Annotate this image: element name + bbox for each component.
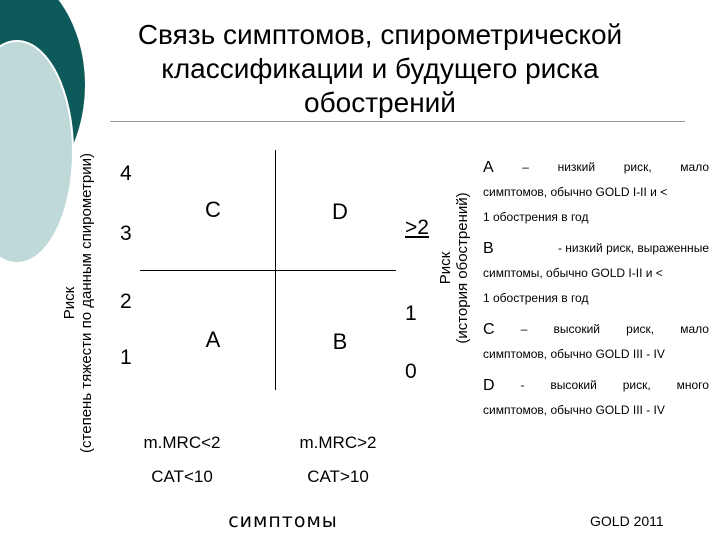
legend-c-line2: симптомов, обычно GOLD III - IV xyxy=(483,347,665,361)
left-tick-3: 3 xyxy=(120,222,132,245)
right-tick-ge2: >2 xyxy=(405,216,429,239)
legend-a-line3: 1 обострения в год xyxy=(483,210,589,224)
legend-b-line3: 1 обострения в год xyxy=(483,291,589,305)
quadrant-d-label: D xyxy=(332,199,348,224)
left-tick-2: 2 xyxy=(120,290,132,313)
left-tick-1: 1 xyxy=(120,346,132,369)
legend-d-line2: симптомов, обычно GOLD III - IV xyxy=(483,403,665,417)
left-axis-title-line1: Риск xyxy=(61,286,78,320)
left-axis-title xyxy=(61,113,97,493)
legend-c-line1: С – высокий риск, мало xyxy=(483,321,709,338)
right-axis-title xyxy=(437,168,473,368)
legend xyxy=(483,155,709,423)
left-tick-4: 4 xyxy=(120,162,132,185)
x-axis-title: симптомы xyxy=(228,510,338,532)
footer-source: GOLD 2011 xyxy=(590,513,664,529)
legend-b-line2: симптомы, обычно GOLD I-II и < xyxy=(483,266,663,280)
right-tick-0: 0 xyxy=(405,360,417,383)
x-category-cat-low: CAT<10 xyxy=(151,467,213,486)
legend-d-line1: D - высокий риск, много xyxy=(483,377,709,394)
left-axis-title-line2: (степень тяжести по данным спирометрии) xyxy=(78,153,95,453)
legend-a-line2: симптомов, обычно GOLD I-II и < xyxy=(483,185,668,199)
grid-horizontal-line xyxy=(140,270,396,271)
slide-title: Связь симптомов, спирометрической классификации и будущего риска обострений xyxy=(137,19,623,118)
legend-b-line1: В - низкий риск, выраженные xyxy=(483,240,709,257)
x-category-mmrc-low: m.MRC<2 xyxy=(143,433,221,452)
quadrant-c-label: C xyxy=(205,197,221,222)
title-divider xyxy=(110,121,685,122)
right-axis-title-line1: Риск xyxy=(437,251,454,285)
right-axis-title-line2: (история обострений) xyxy=(454,192,471,344)
x-category-cat-high: CAT>10 xyxy=(307,467,369,486)
x-category-mmrc-high: m.MRC>2 xyxy=(299,433,377,452)
right-tick-1: 1 xyxy=(405,302,417,325)
legend-a-line1: А – низкий риск, мало xyxy=(483,159,709,176)
quadrant-a-label: A xyxy=(205,327,221,352)
quadrant-b-label: B xyxy=(332,329,348,354)
